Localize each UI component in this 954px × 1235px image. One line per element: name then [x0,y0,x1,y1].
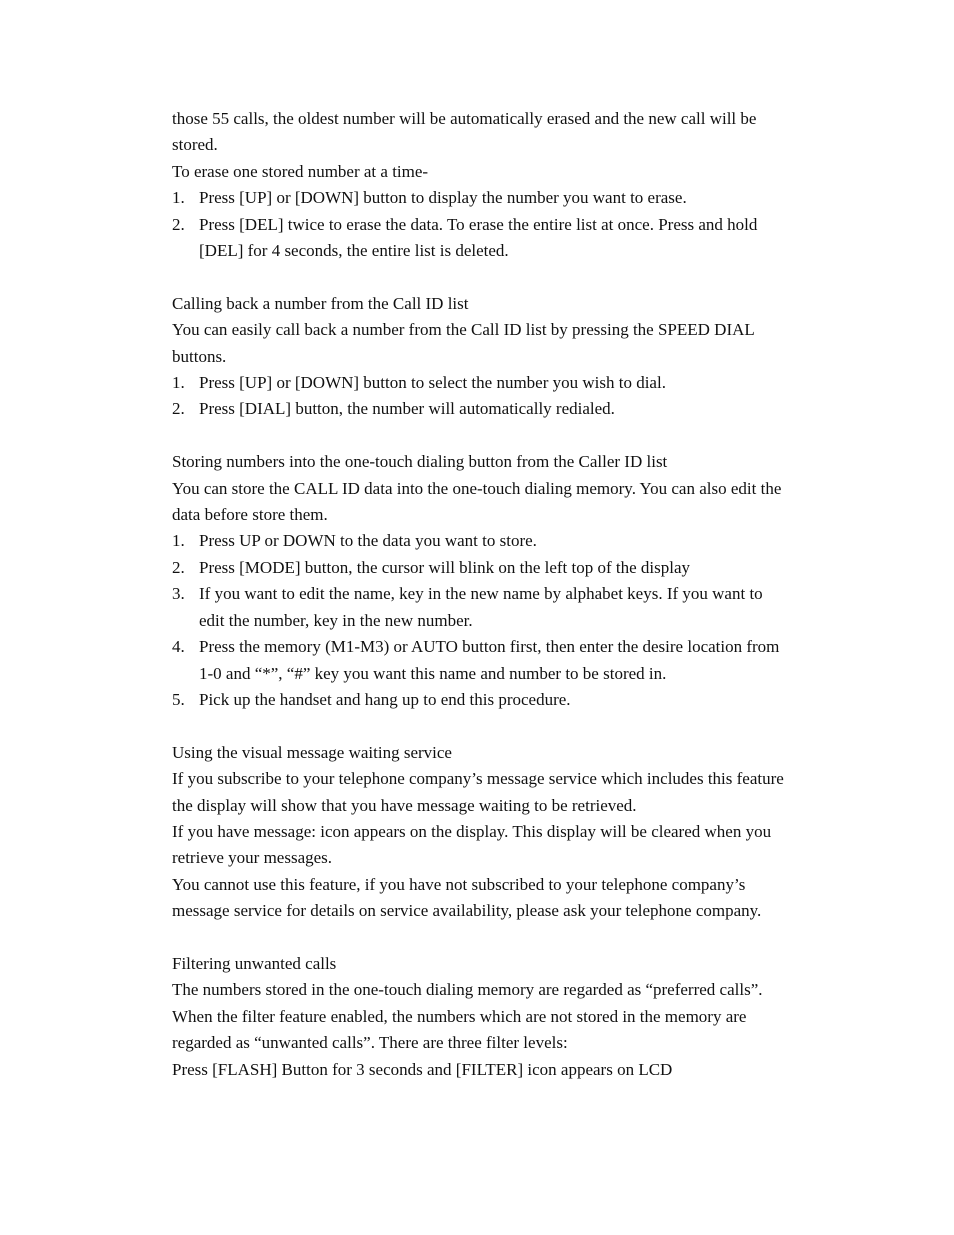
list-item-number: 2. [172,399,185,419]
filtering-paragraph: The numbers stored in the one-touch dialing memory are regarded as “preferred calls”. When the filter feature enabled, the numbers which are not stored in the memory are regarded as “unwanted calls”. There are three filter levels: [172,980,763,1053]
spacer [172,713,792,739]
list-item [172,528,792,554]
list-item [172,185,792,211]
list-item-number: 1. [172,531,185,551]
list-item-text: Press UP or DOWN to the data you want to store. [199,531,537,551]
visual-message-heading: Using the visual message waiting service [172,742,452,762]
list-item [172,212,792,265]
filtering-heading: Filtering unwanted calls [172,953,337,973]
visual-message-paragraph: You cannot use this feature, if you have not subscribed to your telephone company’s message service for details on service availability, please ask your telephone company. [172,874,762,921]
list-item-text: Press [UP] or [DOWN] button to display the number you want to erase. [199,188,687,208]
list-item [172,555,792,581]
visual-message-paragraph: If you have message: icon appears on the display. This display will be cleared when you retrieve your messages. [172,821,772,868]
storing-heading: Storing numbers into the one-touch dialing button from the Caller ID list [172,452,668,472]
list-item-text: Pick up the handset and hang up to end this procedure. [199,689,571,709]
list-item-text: Press [UP] or [DOWN] button to select the number you wish to dial. [199,373,666,393]
storing-steps-list [172,528,792,713]
list-item-number: 2. [172,214,185,234]
list-item-number: 5. [172,689,185,709]
filtering-paragraph: Press [FLASH] Button for 3 seconds and [FILTER] icon appears on LCD [172,1059,673,1079]
spacer [172,264,792,290]
document-page [172,106,792,1083]
list-item-number: 1. [172,373,185,393]
list-item [172,634,792,687]
storing-description: You can store the CALL ID data into the one-touch dialing memory. You can also edit the data before store them. [172,478,782,525]
list-item-number: 4. [172,637,185,657]
visual-message-paragraph: If you subscribe to your telephone company’s message service which includes this feature the display will show that you have message waiting to be retrieved. [172,769,784,815]
list-item-text: Press [DEL] twice to erase the data. To erase the entire list at once. Press and hold [DEL] for 4 seconds, the entire list is deleted. [199,214,758,261]
spacer [172,423,792,449]
erase-heading: To erase one stored number at a time- [172,161,429,181]
list-item-text: Press the memory (M1-M3) or AUTO button first, then enter the desire location from 1-0 and “*”, “#” key you want this name and number to be stored in. [199,637,780,683]
list-item-number: 1. [172,188,185,208]
intro-continuation: those 55 calls, the oldest number will be automatically erased and the new call will be stored. [172,109,757,155]
list-item [172,370,792,396]
list-item-text: Press [MODE] button, the cursor will blink on the left top of the display [199,557,691,577]
list-item [172,396,792,422]
list-item [172,581,792,634]
callback-description: You can easily call back a number from the Call ID list by pressing the SPEED DIAL buttons. [172,320,755,366]
list-item-text: If you want to edit the name, key in the new name by alphabet keys. If you want to edit the number, key in the new number. [199,584,763,630]
callback-steps-list [172,370,792,423]
list-item-number: 2. [172,557,185,577]
list-item [172,687,792,713]
list-item-number: 3. [172,584,185,604]
callback-heading: Calling back a number from the Call ID list [172,293,469,313]
spacer [172,925,792,951]
erase-steps-list [172,185,792,264]
list-item-text: Press [DIAL] button, the number will automatically redialed. [199,399,615,419]
